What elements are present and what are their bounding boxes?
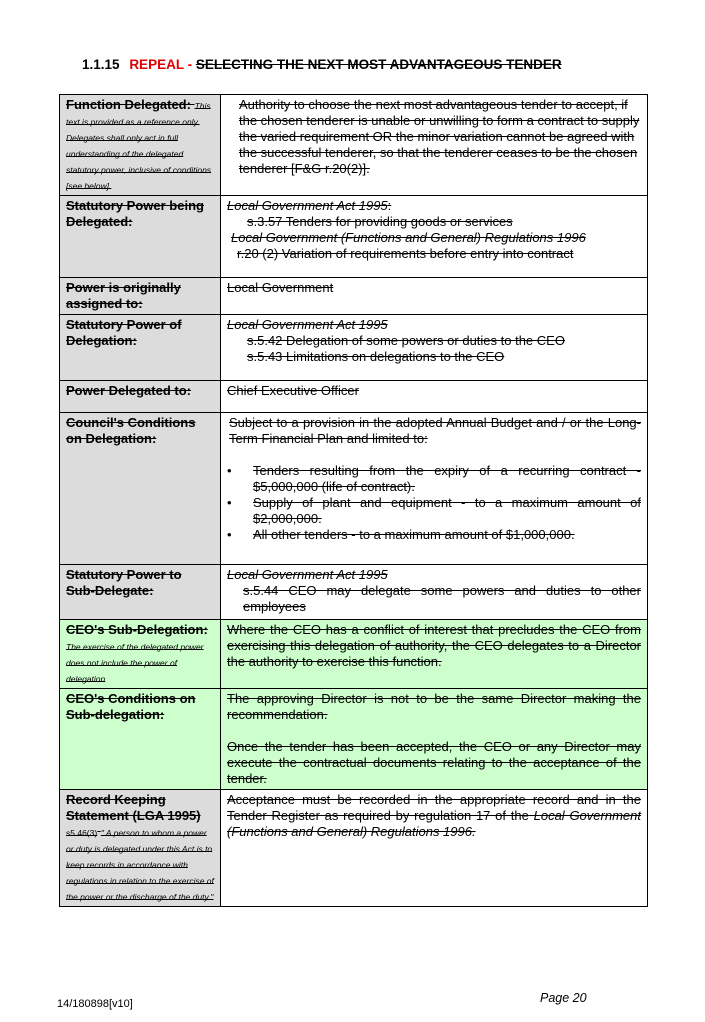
- row-sub-delegate-power: [60, 565, 648, 620]
- note-ceo-sub-delegation: The exercise of the delegated power does not include the power of delegation: [66, 642, 204, 684]
- label-ceo-sub-delegation: CEO's Sub-Delegation:: [66, 622, 208, 637]
- condition-item: • Supply of plant and equipment - to a maximum amount of $2,000,000.: [227, 495, 641, 527]
- record-keeping-quote: " A person to whom a power or duty is delegated under this Act is to keep records in accordance with regulations in relation to the exercise of the power or the discharge of the duty.": [66, 828, 214, 902]
- record-keeping-regulation: Local Government (Functions and General) Regulations 1996.: [227, 808, 641, 839]
- act-suffix: :: [387, 198, 392, 213]
- row-council-conditions: [60, 413, 648, 565]
- value-record-keeping: [227, 792, 641, 840]
- label-statutory-power: Statutory Power being Delegated:: [66, 198, 204, 229]
- label-power-of-delegation: Statutory Power of Delegation:: [66, 317, 182, 348]
- value-function-delegated: Authority to choose the next most advantageous tender to accept, if the chosen tenderer is unable or unwilling to form a contract to supply the varied requirement OR the minor variation cannot be agreed with the successful tenderer, so that the tenderer ceases to be the chosen tenderer [F&G r.20(2)].: [239, 97, 640, 176]
- sub-delegate-line: s.5.44 CEO may delegate some powers and duties to other employees: [243, 583, 641, 614]
- sub-delegate-act: Local Government Act 1995: [227, 567, 388, 582]
- label-sub-delegate-power: Statutory Power to Sub-Delegate:: [66, 567, 182, 598]
- condition-item: • Tenders resulting from the expiry of a recurring contract - $5,000,000 (life of contract).: [227, 463, 641, 495]
- row-function-delegated: [60, 95, 648, 196]
- delegation-act: Local Government Act 1995: [227, 317, 388, 332]
- label-council-conditions: Council's Conditions on Delegation:: [66, 415, 196, 446]
- act-name: Local Government Act 1995: [227, 198, 388, 213]
- record-keeping-text: Acceptance must be recorded in the appropriate record and in the Tender Register as required by regulation 17 of the: [227, 792, 641, 823]
- row-statutory-power: [60, 196, 648, 278]
- condition-item: • All other tenders - to a maximum amount of $1,000,000.: [227, 527, 641, 543]
- value-power-delegated-to: Chief Executive Officer: [227, 383, 359, 398]
- regulations-name: Local Government (Functions and General) Regulations 1996: [231, 230, 586, 245]
- note-function-delegated: This text is provided as a reference only. Delegates shall only act in full understanding of the delegated statutory power, inclusive of conditions [see below].: [66, 101, 212, 191]
- ceo-condition-1: The approving Director is not to be the same Director making the recommendation.: [227, 691, 641, 722]
- regulation-clause: r.20 (2) Variation of requirements before entry into contract: [237, 246, 574, 261]
- row-power-delegated-to: [60, 381, 648, 413]
- delegation-line-2: s.5.43 Limitations on delegations to the CEO: [247, 349, 505, 364]
- ceo-condition-2: Once the tender has been accepted, the CEO or any Director may execute the contractual documents relating to the acceptance of the tender.: [227, 739, 641, 786]
- row-power-assigned: [60, 278, 648, 315]
- delegation-table: [59, 94, 648, 907]
- label-function-delegated: Function Delegated:: [66, 97, 191, 112]
- delegation-line-1: s.5.42 Delegation of some powers or duties to the CEO: [247, 333, 565, 348]
- section-title: SELECTING THE NEXT MOST ADVANTAGEOUS TENDER: [195, 57, 562, 72]
- row-power-of-delegation: [60, 315, 648, 381]
- document-reference: 14/180898[v10]: [57, 998, 133, 1010]
- row-ceo-sub-delegation: [60, 620, 648, 689]
- row-ceo-conditions: [60, 689, 648, 790]
- record-keeping-ref: s5.46(3): [66, 828, 98, 838]
- section-ref: s.3.57 Tenders for providing goods or services: [247, 214, 513, 229]
- section-number: 1.1.15: [82, 57, 120, 72]
- conditions-list: [227, 463, 641, 543]
- value-ceo-sub-delegation: Where the CEO has a conflict of interest that precludes the CEO from exercising this delegation of authority, the CEO delegates to a Director the authority to exercise this function.: [227, 622, 641, 669]
- page-number: Page 20: [540, 991, 587, 1005]
- conditions-intro: Subject to a provision in the adopted Annual Budget and / or the Long-Term Financial Plan and limited to:: [229, 415, 641, 446]
- label-ceo-conditions: CEO's Conditions on Sub-delegation:: [66, 691, 196, 722]
- section-heading: [82, 57, 562, 72]
- label-power-assigned: Power is originally assigned to:: [66, 280, 181, 311]
- label-power-delegated-to: Power Delegated to:: [66, 383, 191, 398]
- label-record-keeping: Record Keeping Statement (LGA 1995): [66, 792, 201, 823]
- value-power-assigned: Local Government: [227, 280, 334, 295]
- repeal-marker: REPEAL -: [129, 57, 193, 72]
- row-record-keeping: [60, 790, 648, 907]
